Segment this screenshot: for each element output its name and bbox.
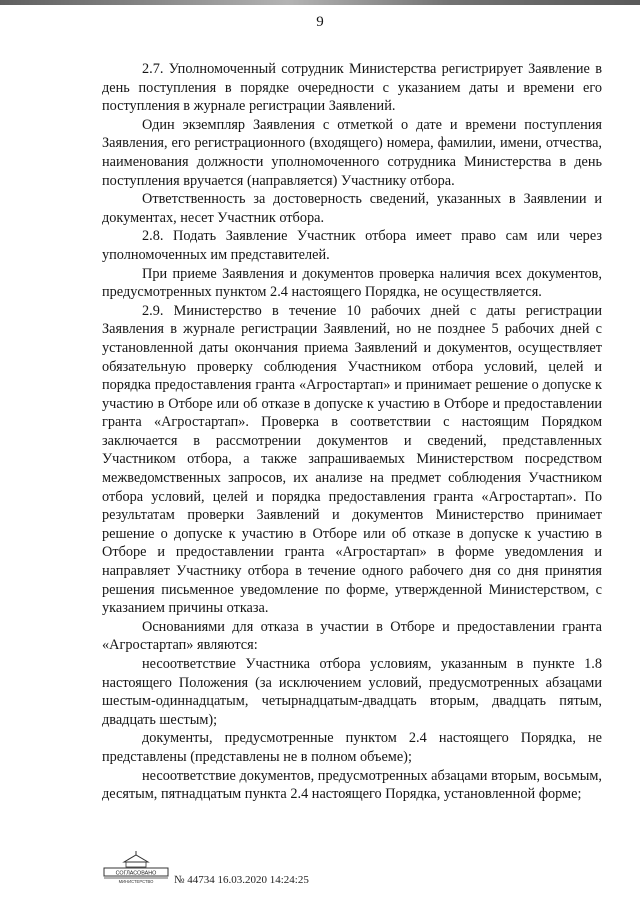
approval-stamp-icon (102, 850, 170, 884)
paragraph: документы, предусмотренные пунктом 2.4 настоящего Порядка, не представлены (представлены не в полном объеме); (102, 730, 602, 765)
paragraph: 2.7. Уполномоченный сотрудник Министерства регистрирует Заявление в день поступления в порядке очередности с указанием даты и времени его поступления в журнале регистрации Заявлений. (102, 61, 602, 115)
paragraph: несоответствие Участника отбора условиям, указанным в пункте 1.8 настоящего Положения (за исключением условий, предусмотренных абзацами шестым-одиннадцатым, четырнадцатым-двадцать вторым, двадцать пятым, двадцать шестым); (102, 656, 602, 728)
document-registration-info: № 44734 16.03.2020 14:24:25 (174, 874, 309, 886)
page-number: 9 (316, 14, 324, 30)
paragraph: Основаниями для отказа в участии в Отборе и предоставлении гранта «Агростартап» являются: (102, 618, 602, 654)
paragraph: При приеме Заявления и документов проверка наличия всех документов, предусмотренных пунктом 2.4 настоящего Порядка, не осуществляется. (102, 265, 602, 301)
paragraph: Ответственность за достоверность сведений, указанных в Заявлении и документах, несет Участник отбора. (102, 191, 602, 226)
document-body (102, 60, 602, 804)
stamp-sublabel: МИНИСТЕРСТВО (118, 879, 154, 884)
paragraph: 2.8. Подать Заявление Участник отбора имеет право сам или через уполномоченных им представителей. (102, 228, 602, 263)
scan-top-edge (0, 0, 640, 5)
paragraph: несоответствие документов, предусмотренных абзацами вторым, восьмым, десятым, пятнадцатым пункта 2.4 настоящего Порядка, установленной форме; (102, 767, 602, 803)
paragraph: Один экземпляр Заявления с отметкой о дате и времени поступления Заявления, его регистрационного (входящего) номера, фамилии, имени, отчества, наименования должности уполномоченного сотрудника Министерства в день поступления вручается (направляется) Участнику отбора. (102, 116, 602, 189)
paragraph: 2.9. Министерство в течение 10 рабочих дней с даты регистрации Заявления в журнале регистрации Заявлений, но не позднее 5 рабочих дней с установленной даты окончания приема Заявлений и документов, осуществляет обязательную проверку соблюдения Участником отбора условий, целей и порядка предоставления гранта «Агростартап» и принимает решение о допуске к участию в Отборе или об отказе в допуске к участию в Отборе и предоставлении гранта «Агростартап». Проверка в соответствии с настоящим Порядком заключается в рассмотрении документов и сведений, представленных Участником отбора, а также запрашиваемых Министерством посредством межведомственных запросов, их анализе на предмет соблюдения Участником отбора условий, целей и порядка предоставления гранта «Агростартап». По результатам проверки Заявлений и документов Министерство принимает решение о допуске к участию в Отборе или об отказе в допуске к участию в Отборе и предоставлении гранта «Агростартап» в форме уведомления и направляет Участнику отбора в течение одного рабочего дня со дня принятия решения письменное уведомление по форме, утвержденной Министерством, с указанием причины отказа. (102, 302, 602, 617)
stamp-label: СОГЛАСОВАНО (115, 870, 157, 877)
